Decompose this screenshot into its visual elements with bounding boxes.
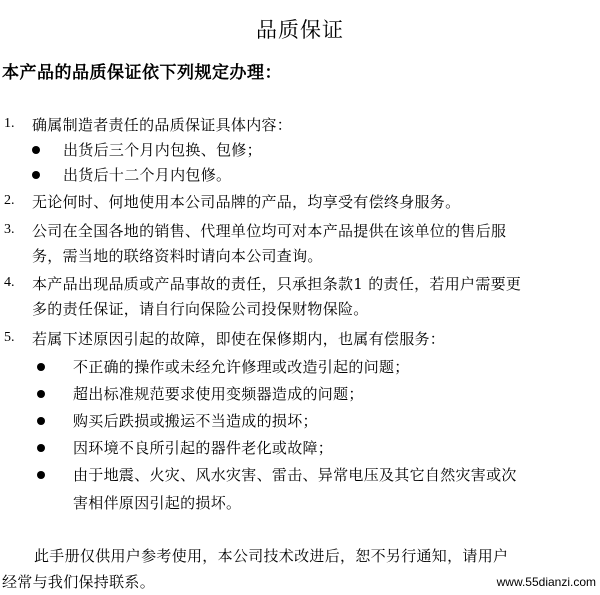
page-title: 品质保证 [256, 18, 344, 42]
item-5-bullet-5-line-2: 害相伴原因引起的损坏。 [73, 494, 242, 512]
item-5-bullet-1: 不正确的操作或未经允许修理或改造引起的问题； [73, 358, 410, 376]
bullet-icon [37, 417, 45, 425]
item-5-bullet-4: 因环境不良所引起的器件老化或故障； [73, 439, 334, 457]
item-4-text-line-1: 本产品出现品质或产品事故的责任，只承担条款1 的责任，若用户需要更 [32, 275, 522, 293]
intro-text: 本产品的品质保证依下列规定办理： [2, 63, 282, 83]
item-1-bullet-1: 出货后三个月内包换、包修； [63, 141, 262, 159]
item-3-text-line-1: 公司在全国各地的销售、代理单位均可对本产品提供在该单位的售后服 [32, 222, 507, 240]
bullet-icon [37, 363, 45, 371]
item-5-bullet-2: 超出标准规范要求使用变频器造成的问题； [73, 385, 364, 403]
closing-line-1: 此手册仅供用户参考使用，本公司技术改进后，恕不另行通知，请用户 [34, 547, 509, 565]
item-1-bullet-2: 出货后十二个月内包修。 [63, 166, 232, 184]
bullet-icon [37, 471, 45, 479]
bullet-icon [32, 171, 40, 179]
item-5-bullet-3: 购买后跌损或搬运不当造成的损坏； [73, 412, 318, 430]
site-watermark: www.55dianzi.com [496, 575, 596, 589]
closing-line-2: 经常与我们保持联系。 [2, 573, 156, 591]
item-2-number: 2. [4, 193, 15, 208]
item-5-bullet-5-line-1: 由于地震、火灾、风水灾害、雷击、异常电压及其它自然灾害或次 [73, 466, 517, 484]
item-5-text: 若属下述原因引起的故障，即使在保修期内，也属有偿服务： [32, 330, 446, 348]
item-1-text: 确属制造者责任的品质保证具体内容： [32, 116, 293, 134]
item-4-text-line-2: 多的责任保证，请自行向保险公司投保财物保险。 [32, 300, 369, 318]
item-5-number: 5. [4, 330, 15, 345]
item-2-text: 无论何时、何地使用本公司品牌的产品，均享受有偿终身服务。 [32, 193, 461, 211]
bullet-icon [37, 444, 45, 452]
item-1-number: 1. [4, 116, 15, 131]
bullet-icon [37, 390, 45, 398]
item-3-number: 3. [4, 222, 15, 237]
item-3-text-line-2: 务，需当地的联络资料时请向本公司查询。 [32, 247, 323, 265]
bullet-icon [32, 146, 40, 154]
item-4-number: 4. [4, 275, 15, 290]
